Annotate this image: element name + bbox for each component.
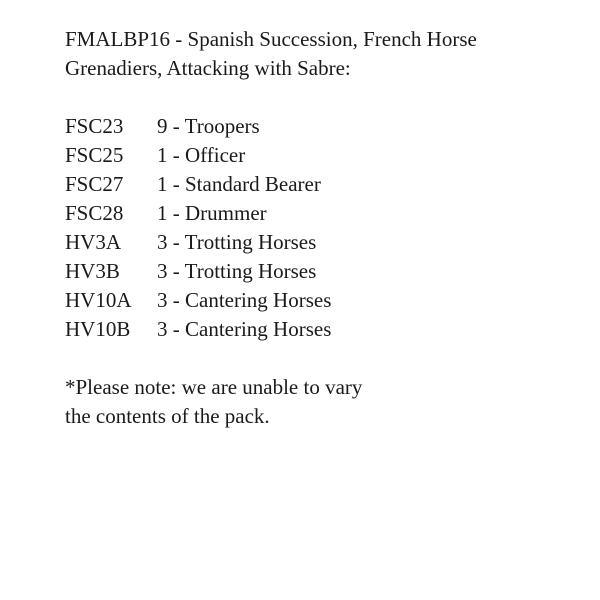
item-code: HV10B	[65, 317, 131, 341]
pack-note-line-2: the contents of the pack.	[65, 404, 270, 428]
pack-item	[65, 315, 585, 344]
pack-title	[65, 25, 585, 83]
pack-item	[65, 170, 585, 199]
item-code: HV10A	[65, 288, 132, 312]
item-description: 3 - Cantering Horses	[157, 317, 332, 341]
item-code: FSC27	[65, 172, 124, 196]
item-description: 9 - Troopers	[157, 114, 260, 138]
pack-item	[65, 257, 585, 286]
item-code: HV3B	[65, 259, 120, 283]
item-code: FSC28	[65, 201, 124, 225]
pack-title-line-1: FMALBP16 - Spanish Succession, French Horse	[65, 27, 477, 51]
item-description: 1 - Standard Bearer	[157, 172, 321, 196]
item-description: 3 - Trotting Horses	[157, 230, 317, 254]
pack-item	[65, 199, 585, 228]
pack-contents-document	[65, 25, 585, 431]
pack-item	[65, 141, 585, 170]
item-description: 3 - Cantering Horses	[157, 288, 332, 312]
item-code: FSC23	[65, 114, 124, 138]
item-description: 1 - Officer	[157, 143, 246, 167]
item-description: 3 - Trotting Horses	[157, 259, 317, 283]
pack-item-list	[65, 112, 585, 344]
pack-note-line-1: *Please note: we are unable to vary	[65, 375, 363, 399]
item-code: HV3A	[65, 230, 121, 254]
pack-note	[65, 373, 585, 431]
pack-item	[65, 286, 585, 315]
item-code: FSC25	[65, 143, 124, 167]
pack-item	[65, 228, 585, 257]
item-description: 1 - Drummer	[157, 201, 267, 225]
pack-title-line-2: Grenadiers, Attacking with Sabre:	[65, 56, 351, 80]
pack-item	[65, 112, 585, 141]
